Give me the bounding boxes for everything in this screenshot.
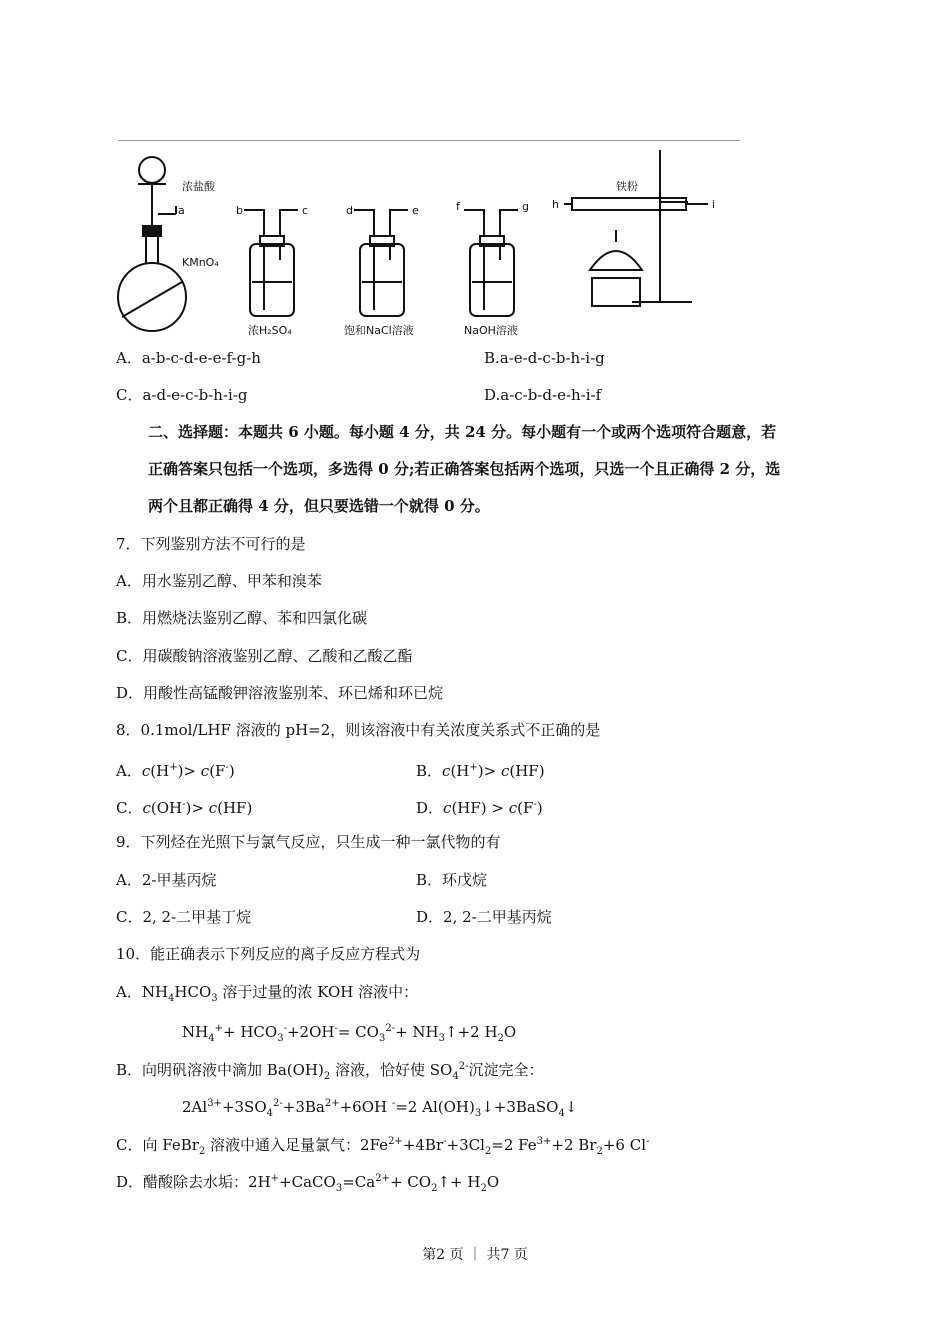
q10-option-a: A．$NH_4HCO_3$ 溶于过量的浓 KOH 溶液中：: [116, 983, 419, 1004]
tube-furnace: [564, 150, 708, 306]
q7-option-c: C．用碳酸钠溶液鉴别乙醇、乙酸和乙酸乙酯: [116, 647, 413, 665]
q6-option-b: B.a-e-d-c-b-h-i-g: [484, 349, 605, 367]
q7-option-a: A．用水鉴别乙醇、甲苯和溴苯: [116, 572, 322, 590]
q8-option-d: D．c(HF) > c(F-): [416, 799, 543, 817]
q10-equation-a: $NH_4^++ HCO_3^-+2OH^-= CO_3^{2-}+$ $NH_3↑+2$ $H_2O$: [182, 1023, 517, 1044]
label-g: g: [522, 200, 529, 213]
q6-option-d: D.a-c-b-d-e-h-i-f: [484, 386, 602, 404]
label-kmno4: KMnO₄: [182, 256, 219, 269]
q9-option-d: D．2, 2-二甲基丙烷: [416, 908, 552, 926]
q9-option-b: B．环戊烷: [416, 871, 488, 889]
label-nacl: 饱和NaCl溶液: [344, 324, 414, 337]
label-a: a: [178, 204, 185, 217]
wash-bottle-3: [464, 210, 518, 316]
generator-flask: [118, 157, 186, 331]
q8-option-b: B．c(H+)> c(HF): [416, 762, 545, 780]
label-b: b: [236, 204, 243, 217]
label-naoh: NaOH溶液: [464, 324, 518, 337]
section2-line2: 正确答案只包括一个选项，多选得 0 分;若正确答案包括两个选项，只选一个且正确得 2 分，选: [148, 460, 781, 478]
label-i: i: [712, 198, 716, 211]
section2-line3: 两个且都正确得 4 分，但只要选错一个就得 0 分。: [148, 497, 490, 515]
q10-option-d: D．醋酸除去水垢：$2H^++CaCO_3=Ca^{2+}+$ $CO_2↑+ H_2O$: [116, 1173, 500, 1194]
q7-option-d: D．用酸性高锰酸钾溶液鉴别苯、环已烯和环已烷: [116, 684, 444, 702]
label-iron: 铁粉: [616, 180, 638, 193]
q10-option-c: C．向 FeBr$_2$ 溶液中通入足量氯气：$2Fe^{2+}+4Br^-+3Cl_2=2$ $Fe^{3+}+2$ $Br_2+6$ Cl-: [116, 1136, 650, 1157]
page-footer: 第2 页 ｜ 共7 页: [422, 1247, 528, 1263]
apparatus-figure: [112, 142, 732, 340]
q9-stem: 9．下列烃在光照下与氯气反应，只生成一种一氯代物的有: [116, 833, 501, 851]
q7-stem: 7．下列鉴别方法不可行的是: [116, 535, 306, 553]
wash-bottle-1: [244, 210, 298, 316]
top-rule: [118, 140, 740, 141]
label-d: d: [346, 204, 353, 217]
q10-equation-b: $2Al^{3+}+3SO_4^{2-}+3Ba^{2+}+6OH$ -=2 $Al(OH)_3↓+3BaSO_4↓$: [182, 1098, 578, 1119]
label-h2so4: 浓H₂SO₄: [248, 324, 292, 337]
label-c: c: [302, 204, 309, 217]
q8-stem: 8．0.1mol/LHF 溶液的 pH=2，则该溶液中有关浓度关系式不正确的是: [116, 721, 601, 739]
label-f: f: [456, 200, 460, 213]
q9-option-c: C．2, 2-二甲基丁烷: [116, 908, 252, 926]
q9-option-a: A．2-甲基丙烷: [116, 871, 217, 889]
q6-option-c: C．a-d-e-c-b-h-i-g: [116, 386, 248, 404]
q10-option-b: B．向明矾溶液中滴加 $Ba(OH)_2$ 溶液，恰好使 $SO_4^{2-}$沉淀完全：: [116, 1061, 544, 1082]
q8-option-a: A．c(H+)> c(F-): [116, 762, 235, 780]
q10-stem: 10．能正确表示下列反应的离子反应方程式为: [116, 945, 421, 963]
q8-option-c: C．c(OH-)> c(HF): [116, 799, 253, 817]
q6-option-a: A．a-b-c-d-e-e-f-g-h: [116, 349, 261, 367]
q7-option-b: B．用燃烧法鉴别乙醇、苯和四氯化碳: [116, 609, 368, 627]
wash-bottle-2: [354, 210, 408, 316]
label-h: h: [552, 198, 559, 211]
section2-line1: 二、选择题：本题共 6 小题。每小题 4 分，共 24 分。每小题有一个或两个选项符合题意，若: [148, 423, 777, 441]
label-hcl: 浓盐酸: [182, 180, 215, 193]
label-e: e: [412, 204, 419, 217]
